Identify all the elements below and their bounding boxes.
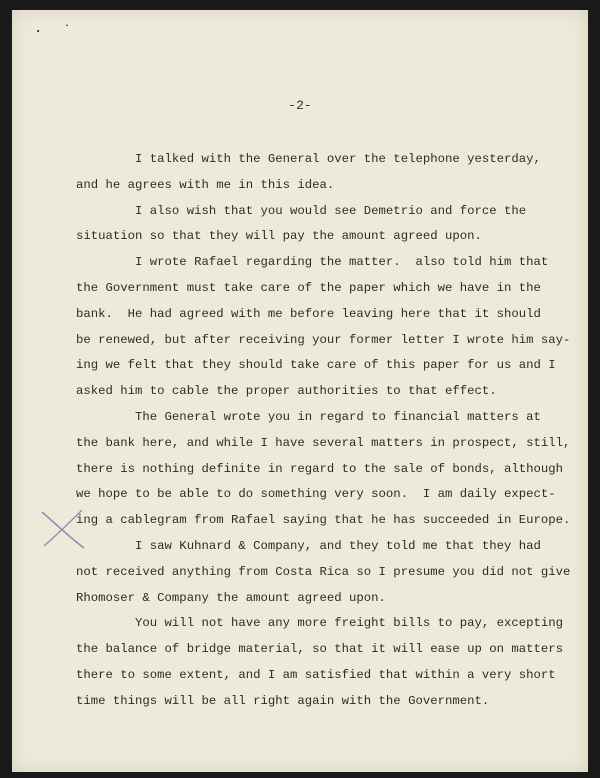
text-line: I talked with the General over the telephone yesterday, xyxy=(76,152,541,166)
text-line: there is nothing definite in regard to the sale of bonds, although xyxy=(76,461,564,476)
text-line: be renewed, but after receiving your former letter I wrote him say- xyxy=(76,332,571,347)
text-line: the bank here, and while I have several matters in prospect, still, xyxy=(76,435,571,450)
pen-cross-mark xyxy=(38,506,88,552)
paragraph xyxy=(76,534,572,611)
text-line: ing we felt that they should take care of this paper for us and I xyxy=(76,358,556,373)
text-line: I saw Kuhnard & Company, and they told me that they had xyxy=(76,538,541,553)
text-line: there to some extent, and I am satisfied that within a very short xyxy=(76,667,556,682)
letter-body xyxy=(76,147,572,715)
paragraph xyxy=(76,611,572,714)
text-line: Rhomoser & Company the amount agreed upon. xyxy=(76,590,386,605)
text-line: situation so that they will pay the amount agreed upon. xyxy=(76,229,482,244)
text-line: the balance of bridge material, so that it will ease up on matters xyxy=(76,642,564,657)
text-line: bank. He had agreed with me before leaving here that it should xyxy=(76,306,541,321)
text-line: and he agrees with me in this idea. xyxy=(76,177,335,192)
text-line: The General wrote you in regard to financial matters at xyxy=(76,409,541,424)
text-line: ing a cablegram from Rafael saying that he has succeeded in Europe. xyxy=(76,513,571,528)
paragraph xyxy=(76,199,572,251)
paragraph xyxy=(76,250,572,405)
corner-marks: · ˙ xyxy=(34,24,78,40)
text-line: not received anything from Costa Rica so I presume you did not give xyxy=(76,564,571,579)
paragraph xyxy=(76,405,572,534)
text-line: we hope to be able to do something very soon. I am daily expect- xyxy=(76,487,556,502)
page-number: -2- xyxy=(288,98,312,113)
text-line: the Government must take care of the paper which we have in the xyxy=(76,280,541,295)
text-line: time things will be all right again with the Government. xyxy=(76,693,490,708)
text-line: You will not have any more freight bills to pay, excepting xyxy=(76,616,564,631)
text-line: asked him to cable the proper authorities to that effect. xyxy=(76,384,497,399)
letter-page xyxy=(12,10,588,772)
text-line: I also wish that you would see Demetrio and force the xyxy=(76,203,527,218)
paragraph xyxy=(76,147,572,199)
text-line: I wrote Rafael regarding the matter. also told him that xyxy=(76,255,549,270)
